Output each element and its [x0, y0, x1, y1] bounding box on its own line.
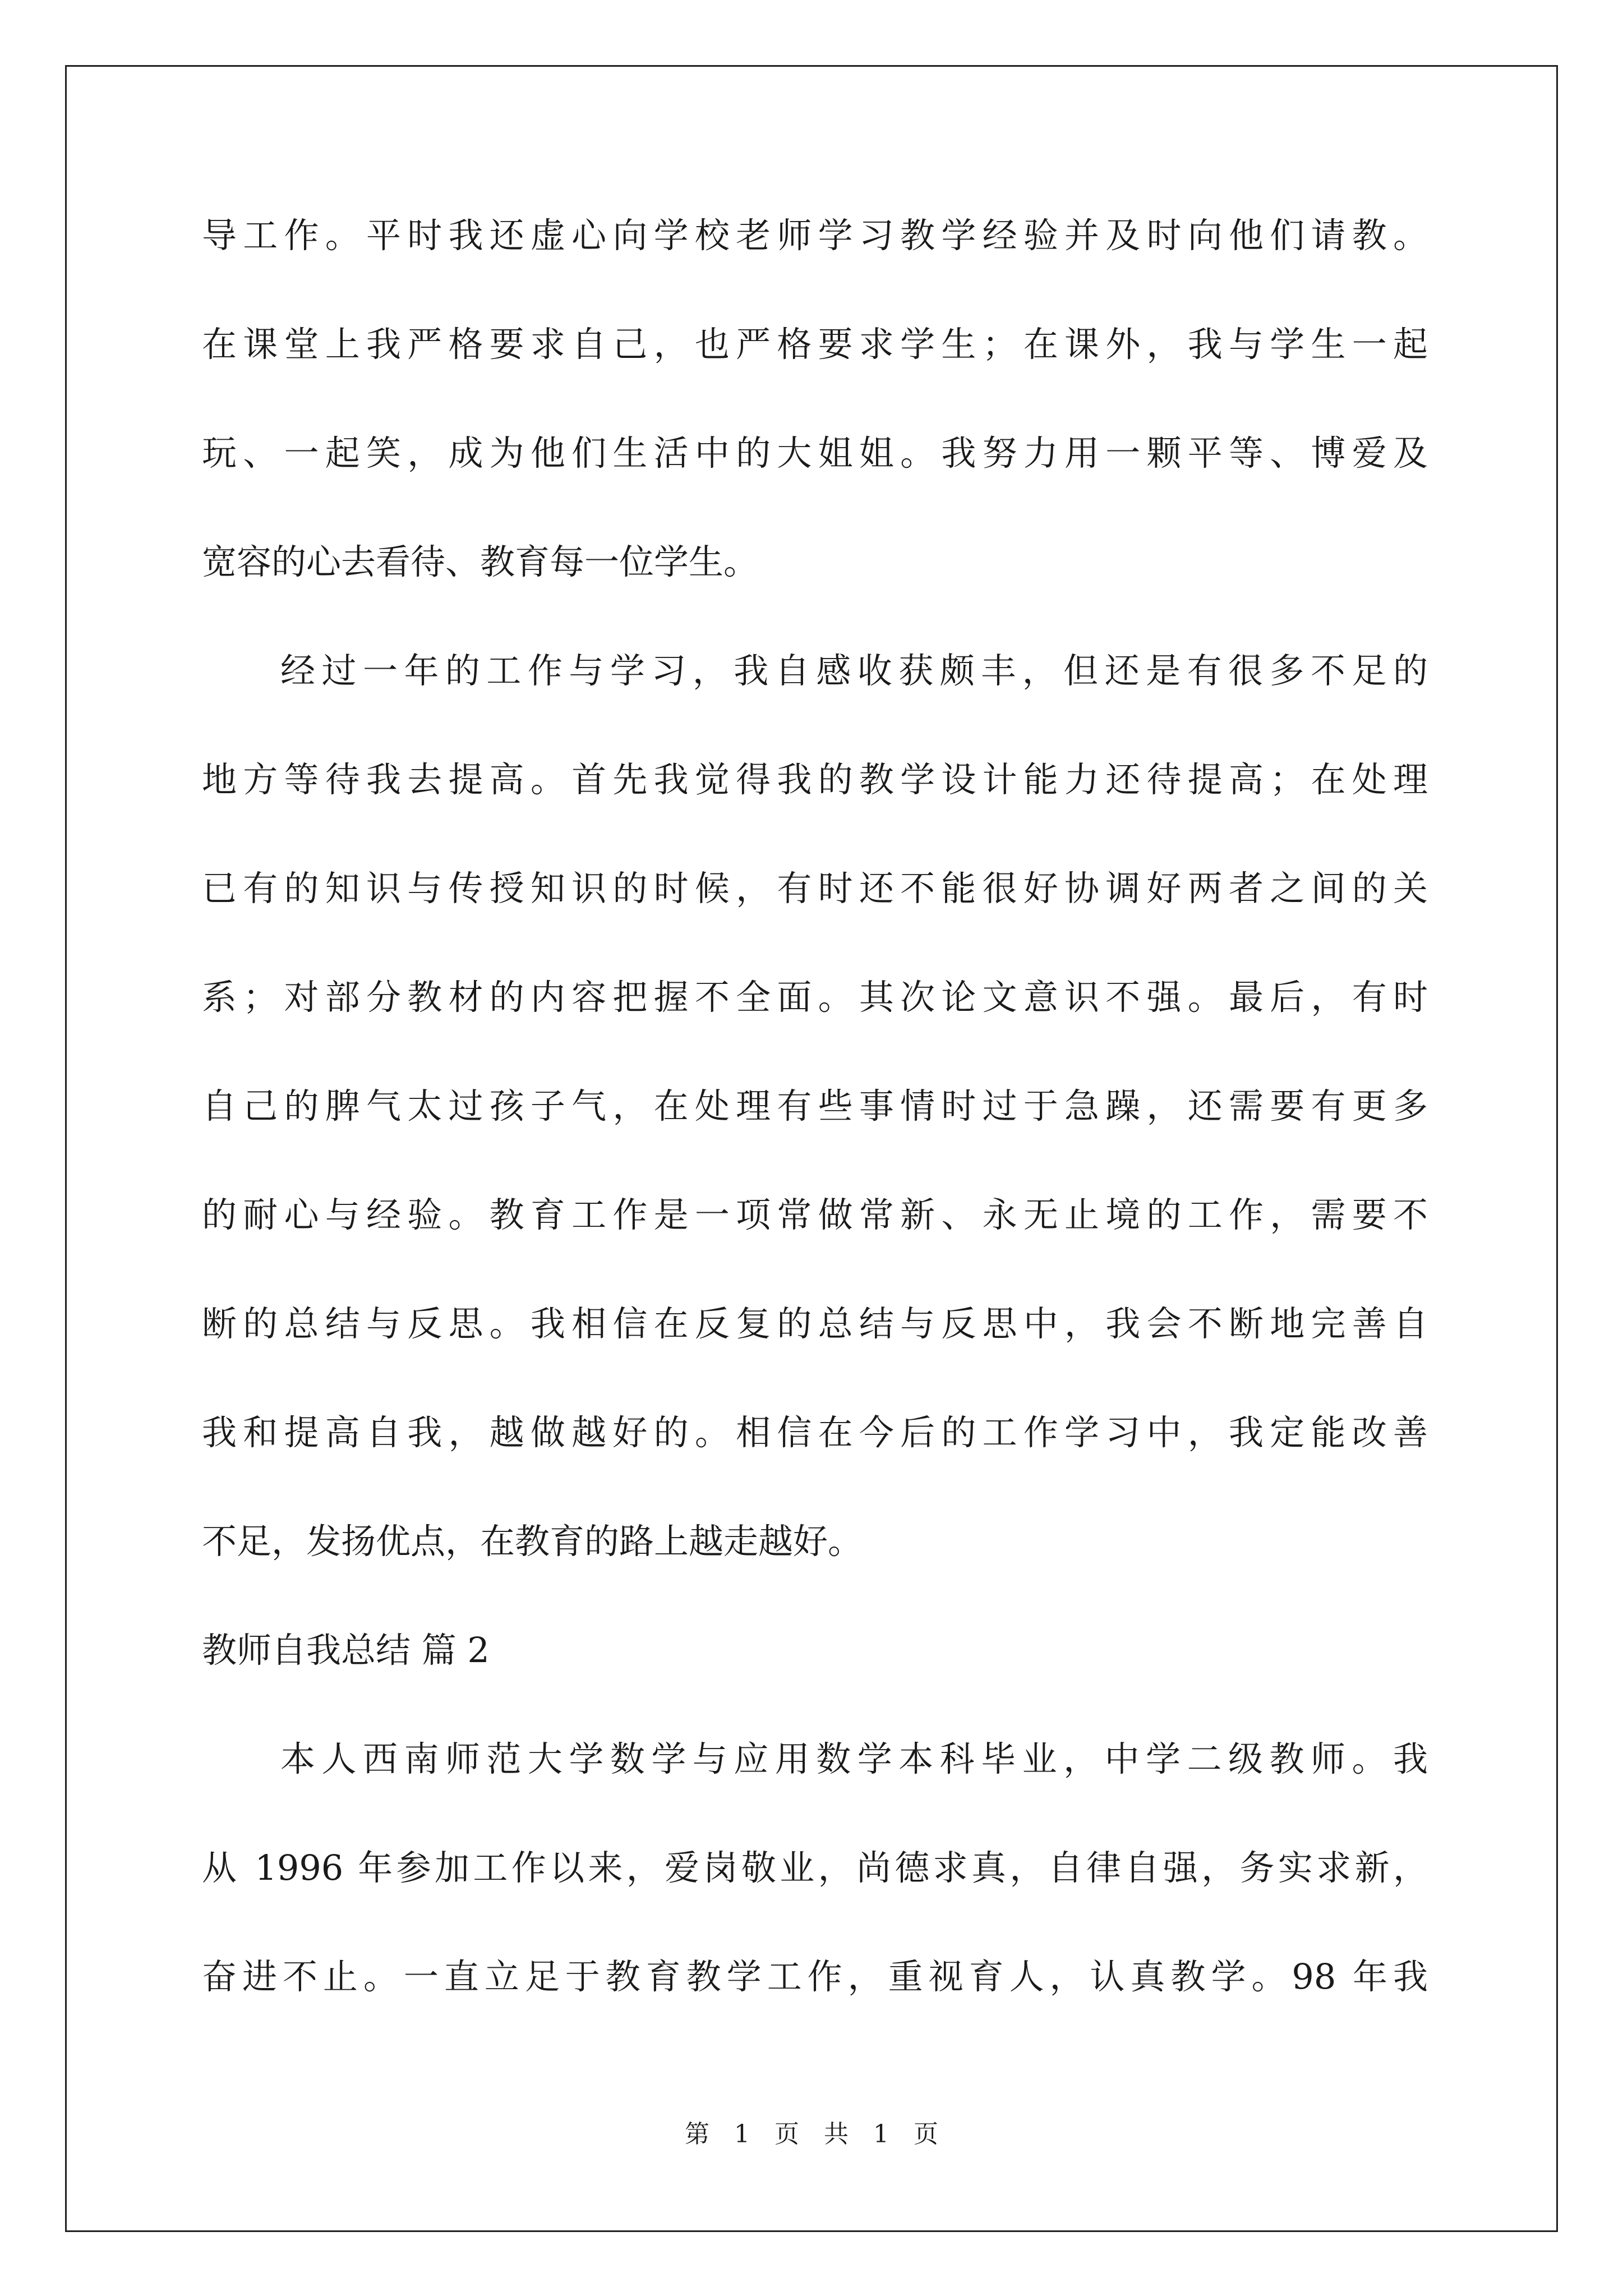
page-footer: 第 1 页 共 1 页 [685, 2120, 938, 2148]
text-line: 玩、一起笑，成为他们生活中的大姐姐。我努力用一颗平等、博爱及 [202, 432, 1428, 473]
text-line: 不足，发扬优点，在教育的路上越走越好。 [202, 1521, 863, 1562]
text-line: 地方等待我去提高。首先我觉得我的教学设计能力还待提高；在处理 [202, 759, 1428, 800]
text-line: 系；对部分教材的内容把握不全面。其次论文意识不强。最后，有时 [202, 977, 1428, 1018]
text-line: 在课堂上我严格要求自己，也严格要求学生；在课外，我与学生一起 [202, 324, 1428, 365]
text-line: 我和提高自我，越做越好的。相信在今后的工作学习中，我定能改善 [202, 1412, 1428, 1453]
document-body [202, 199, 1428, 2049]
text-line: 导工作。平时我还虚心向学校老师学习教学经验并及时向他们请教。 [202, 215, 1428, 256]
text-line: 经过一年的工作与学习，我自感收获颇丰，但还是有很多不足的 [280, 650, 1428, 691]
text-line: 的耐心与经验。教育工作是一项常做常新、永无止境的工作，需要不 [202, 1194, 1428, 1235]
section-heading: 教师自我总结 篇 2 [202, 1630, 490, 1671]
text-line: 自己的脾气太过孩子气，在处理有些事情时过于急躁，还需要有更多 [202, 1085, 1428, 1126]
text-line: 奋进不止。一直立足于教育教学工作，重视育人，认真教学。98 年我 [202, 1956, 1428, 1997]
text-line: 断的总结与反思。我相信在反复的总结与反思中，我会不断地完善自 [202, 1303, 1428, 1344]
text-line: 本人西南师范大学数学与应用数学本科毕业，中学二级教师。我 [280, 1738, 1428, 1779]
text-line: 宽容的心去看待、教育每一位学生。 [202, 541, 759, 582]
text-line: 从 1996 年参加工作以来，爱岗敬业，尚德求真，自律自强，务实求新， [202, 1847, 1428, 1888]
text-line: 已有的知识与传授知识的时候，有时还不能很好协调好两者之间的关 [202, 868, 1428, 909]
